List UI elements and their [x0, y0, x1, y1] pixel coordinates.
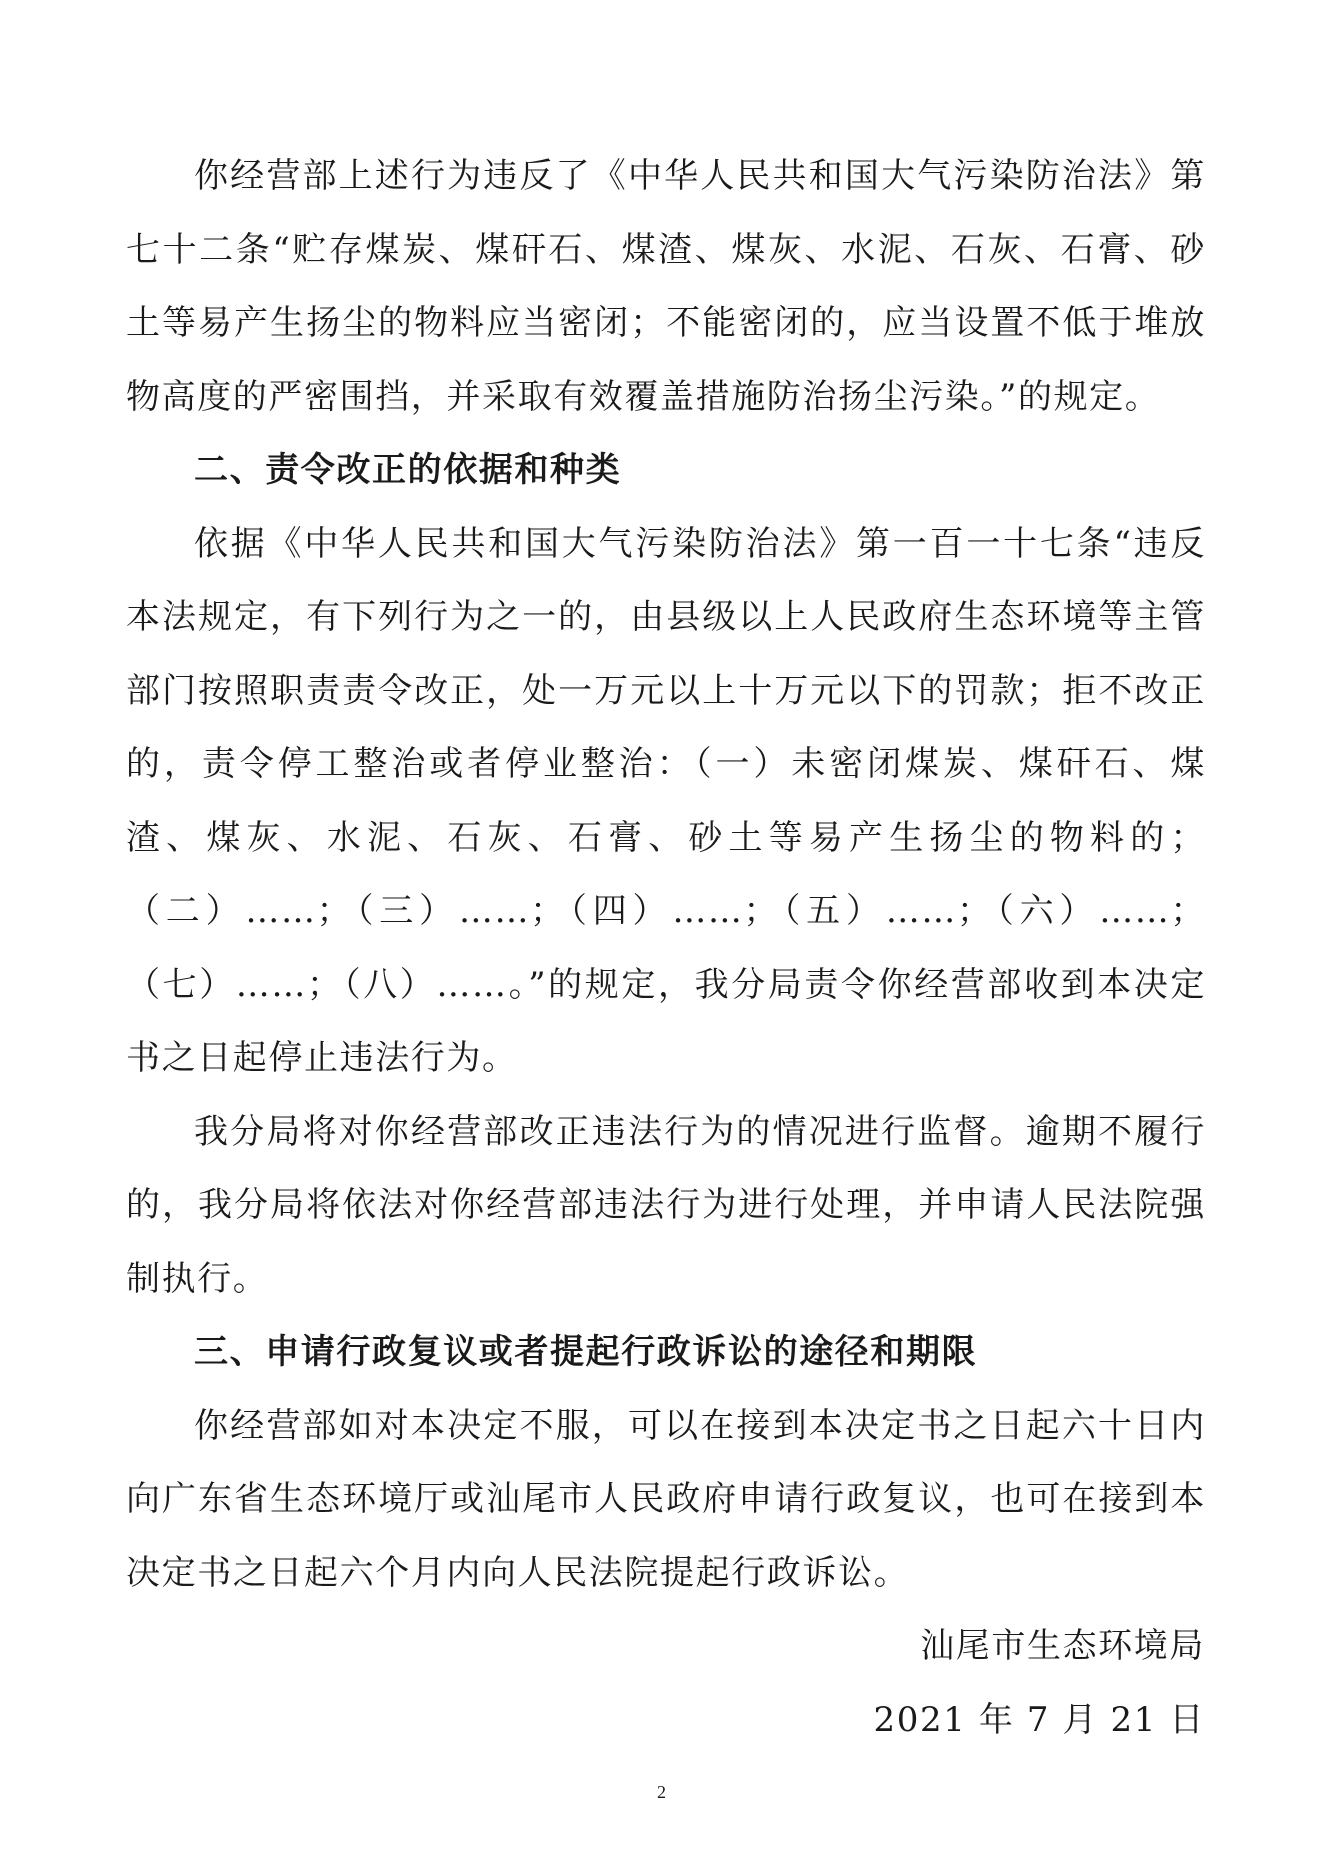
signature-block — [874, 1610, 1205, 1757]
section-heading-rectification-basis: 二、责令改正的依据和种类 — [194, 450, 622, 490]
issuing-organization: 汕尾市生态环境局 — [920, 1626, 1205, 1666]
page-number: 2 — [657, 1782, 666, 1802]
document-body — [126, 140, 1206, 1610]
paragraph-supervision: 我分局将对你经营部改正违法行为的情况进行监督。逾期不履行的，我分局将依法对你经营部违法行为进行处理，并申请人民法院强制执行。 — [126, 1111, 1206, 1299]
paragraph-violation: 你经营部上述行为违反了《中华人民共和国大气污染防治法》第七十二条“贮存煤炭、煤矸石、煤渣、煤灰、水泥、石灰、石膏、砂土等易产生扬尘的物料应当密闭；不能密闭的，应当设置不低于堆放物高度的严密围挡，并采取有效覆盖措施防治扬尘污染。”的规定。 — [126, 156, 1206, 417]
paragraph-appeal-terms: 你经营部如对本决定不服，可以在接到本决定书之日起六十日内向广东省生态环境厅或汕尾市人民政府申请行政复议，也可在接到本决定书之日起六个月内向人民法院提起行政诉讼。 — [126, 1405, 1206, 1593]
section-heading-appeal: 三、申请行政复议或者提起行政诉讼的途径和期限 — [194, 1332, 978, 1372]
paragraph-legal-basis: 依据《中华人民共和国大气污染防治法》第一百一十七条“违反本法规定，有下列行为之一的，由县级以上人民政府生态环境等主管部门按照职责责令改正，处一万元以上十万元以下的罚款；拒不改正的，责令停工整治或者停业整治：（一）未密闭煤炭、煤矸石、煤渣、煤灰、水泥、石灰、石膏、砂土等易产生扬尘的物料的；（二）……；（三）……；（四）……；（五）……；（六）……；（七）……；（八）……。”的规定，我分局责令你经营部收到本决定书之日起停止违法行为。 — [126, 523, 1206, 1078]
issue-date: 2021 年 7 月 21 日 — [873, 1699, 1205, 1740]
